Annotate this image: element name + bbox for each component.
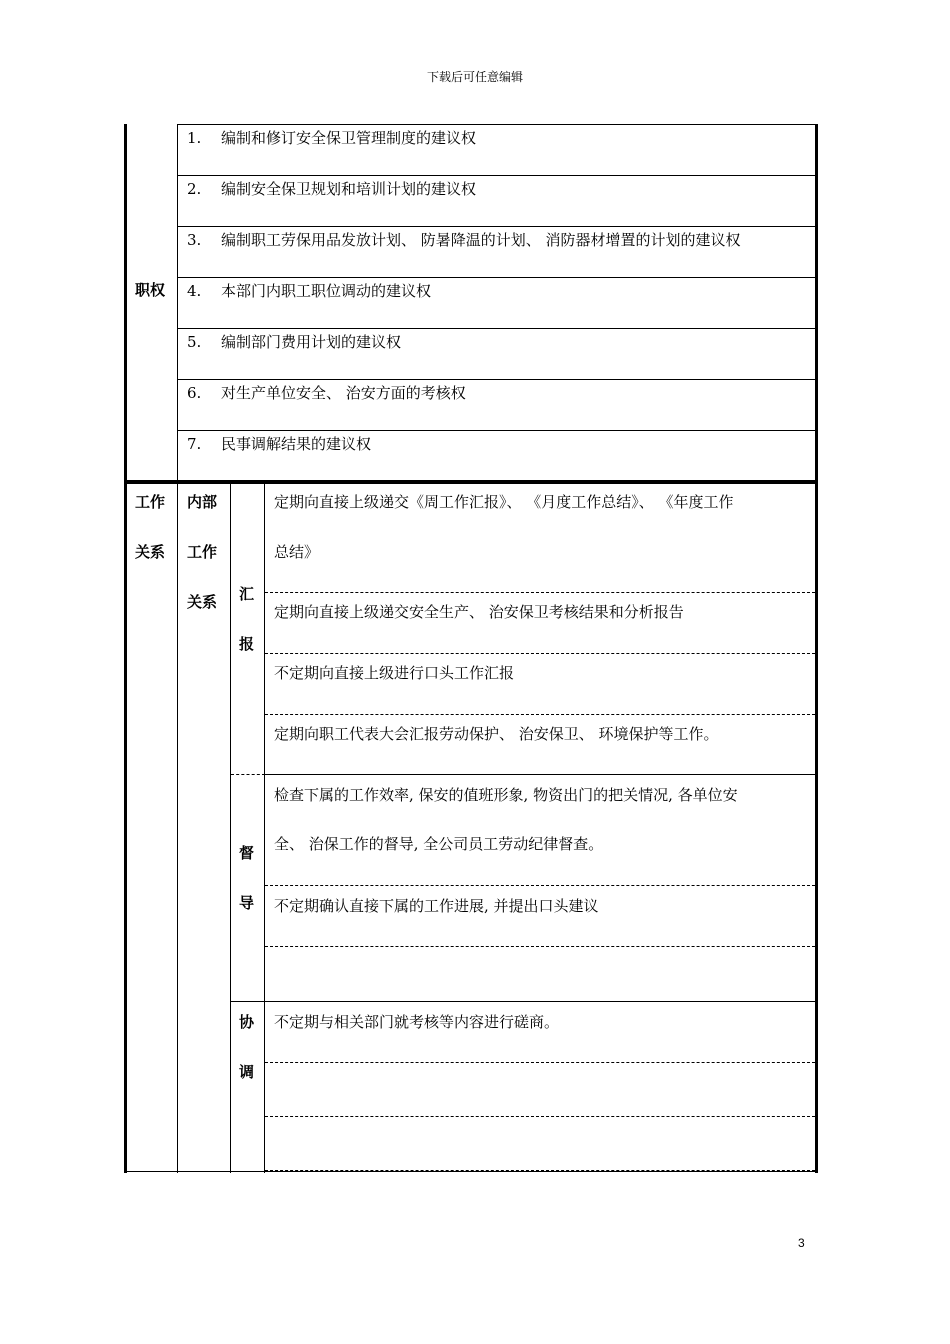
coordinate-label: 协 bbox=[239, 1013, 255, 1031]
authority-item bbox=[187, 230, 741, 250]
dashed-separator bbox=[265, 946, 815, 947]
supervise-item-line: 全、 治保工作的督导, 全公司员工劳动纪律督查。 bbox=[274, 835, 604, 853]
internal-label-line3: 关系 bbox=[187, 593, 218, 611]
section-divider bbox=[124, 480, 818, 484]
item-number: 3. bbox=[187, 231, 202, 249]
item-number: 1. bbox=[187, 129, 202, 147]
row-line bbox=[178, 379, 815, 380]
dashed-separator bbox=[265, 1062, 815, 1063]
internal-label-line1: 内部 bbox=[187, 493, 218, 511]
item-text: 编制安全保卫规划和培训计划的建议权 bbox=[221, 180, 477, 198]
authority-item bbox=[187, 383, 466, 403]
item-text: 编制部门费用计划的建议权 bbox=[221, 333, 402, 351]
col-line bbox=[177, 124, 178, 1173]
report-label: 汇 bbox=[239, 585, 255, 603]
dashed-separator bbox=[265, 653, 815, 654]
report-item-line: 总结》 bbox=[274, 543, 320, 561]
job-description-table bbox=[124, 124, 818, 1173]
row-line bbox=[178, 328, 815, 329]
supervise-item-line: 不定期确认直接下属的工作进展, 并提出口头建议 bbox=[274, 897, 599, 915]
table-border-bottom bbox=[124, 1171, 818, 1172]
row-line bbox=[230, 1001, 815, 1002]
item-text: 本部门内职工职位调动的建议权 bbox=[221, 282, 432, 300]
report-item-line: 定期向职工代表大会汇报劳动保护、 治安保卫、 环境保护等工作。 bbox=[274, 725, 719, 743]
row-line bbox=[265, 774, 815, 775]
item-text: 编制职工劳保用品发放计划、 防暑降温的计划、 消防器材增置的计划的建议权 bbox=[221, 231, 741, 249]
authority-item bbox=[187, 179, 476, 199]
authority-item bbox=[187, 434, 371, 454]
page-number: 3 bbox=[798, 1236, 805, 1250]
col-line bbox=[264, 484, 265, 1173]
relations-label-line1: 工作 bbox=[135, 493, 166, 511]
authority-label: 职权 bbox=[135, 281, 166, 299]
table-border-right bbox=[815, 124, 818, 1173]
row-line bbox=[178, 430, 815, 431]
authority-item bbox=[187, 128, 476, 148]
supervise-item-line: 检查下属的工作效率, 保安的值班形象, 物资出门的把关情况, 各单位安 bbox=[274, 786, 738, 804]
internal-label-line2: 工作 bbox=[187, 543, 218, 561]
dashed-separator bbox=[265, 1170, 815, 1171]
item-number: 4. bbox=[187, 282, 202, 300]
report-item-line: 定期向直接上级递交安全生产、 治安保卫考核结果和分析报告 bbox=[274, 603, 684, 621]
table-border-top bbox=[178, 124, 815, 125]
item-number: 6. bbox=[187, 384, 202, 402]
table-border-left bbox=[124, 124, 127, 1173]
item-text: 编制和修订安全保卫管理制度的建议权 bbox=[221, 129, 477, 147]
supervise-label: 督 bbox=[239, 844, 255, 862]
page-header: 下载后可任意编辑 bbox=[426, 70, 523, 84]
row-line bbox=[178, 175, 815, 176]
row-line bbox=[178, 226, 815, 227]
dashed-separator bbox=[265, 885, 815, 886]
dashed-separator bbox=[265, 1116, 815, 1117]
item-number: 7. bbox=[187, 435, 202, 453]
authority-item bbox=[187, 332, 401, 352]
item-number: 5. bbox=[187, 333, 202, 351]
supervise-label: 导 bbox=[239, 894, 255, 912]
row-line-dashed bbox=[231, 774, 265, 775]
col-line bbox=[230, 484, 231, 1173]
relations-label-line2: 关系 bbox=[135, 543, 166, 561]
dashed-separator bbox=[265, 714, 815, 715]
item-text: 对生产单位安全、 治安方面的考核权 bbox=[221, 384, 466, 402]
coordinate-item-line: 不定期与相关部门就考核等内容进行磋商。 bbox=[274, 1013, 560, 1031]
item-text: 民事调解结果的建议权 bbox=[221, 435, 372, 453]
row-line bbox=[178, 277, 815, 278]
dashed-separator bbox=[265, 592, 815, 593]
coordinate-label: 调 bbox=[239, 1063, 255, 1081]
item-number: 2. bbox=[187, 180, 202, 198]
report-item-line: 不定期向直接上级进行口头工作汇报 bbox=[274, 664, 515, 682]
report-label: 报 bbox=[239, 635, 255, 653]
report-item-line: 定期向直接上级递交《周工作汇报》、 《月度工作总结》、 《年度工作 bbox=[274, 493, 734, 511]
authority-item bbox=[187, 281, 431, 301]
